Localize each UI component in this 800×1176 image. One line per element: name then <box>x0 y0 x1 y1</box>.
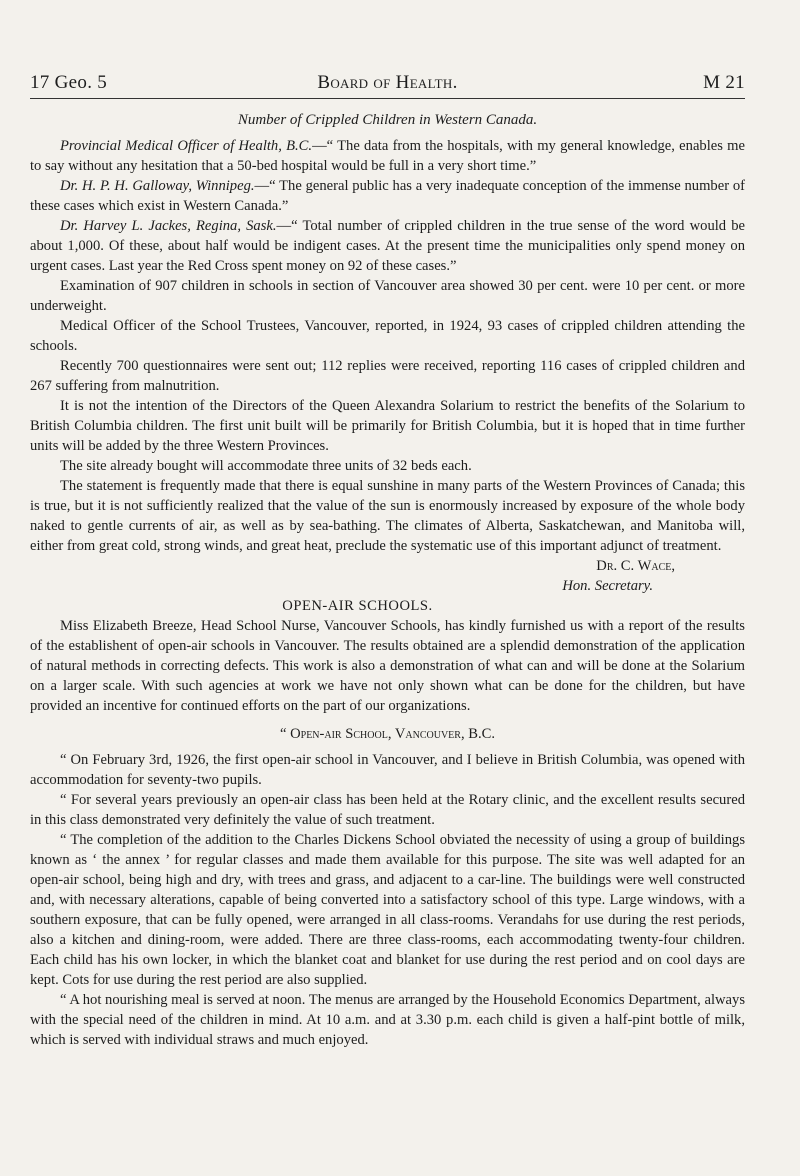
paragraph: The site already bought will accommodate three units of 32 beds each. <box>60 458 472 474</box>
testimony-paragraph <box>30 216 745 276</box>
paragraph: “ For several years previously an open-air class has been held at the Rotary clinic, and the excellent results secured in this class demonstrated very definitely the value of such treatment. <box>30 792 745 828</box>
testimony-paragraph <box>30 136 745 176</box>
paragraph: Medical Officer of the School Trustees, Vancouver, reported, in 1924, 93 cases of crippled children attending the schools. <box>30 318 745 354</box>
report-subheading: “ Open-air School, Vancouver, B.C. <box>279 726 496 742</box>
testimony-text: —“ The general public has a very inadequate conception of the immense number of these cases which exist in Western Canada.” <box>30 178 745 214</box>
paragraph: “ On February 3rd, 1926, the first open-air school in Vancouver, and I believe in British Columbia, was opened with accommodation for seventy-two pupils. <box>30 752 745 788</box>
paragraph: The statement is frequently made that there is equal sunshine in many parts of the Western Provinces of Canada; this is true, but it is not sufficiently realized that the value of the sun is enormously increased by exposure of the whole body naked to gentle currents of air, as well as by sea-bathing. The climates of Alberta, Saskatchewan, and Manitoba will, either from great cold, strong winds, and great heat, preclude the systematic use of this important adjunct of treatment. <box>30 478 745 554</box>
signature-title: Hon. Secretary. <box>562 578 653 594</box>
paragraph: Recently 700 questionnaires were sent out; 112 replies were received, reporting 116 cases of crippled children and 267 suffering from malnutrition. <box>30 358 745 394</box>
paragraph: Miss Elizabeth Breeze, Head School Nurse, Vancouver Schools, has kindly furnished us with a report of the results of the establishent of open-air schools in Vancouver. The results obtained are a splendid demonstration of the application of natural methods in correcting defects. This work is also a demonstration of what can and will be done at the Solarium on a larger scale. With such agencies at work we have not only shown what can be done for the children, but have provided an incentive for continued efforts on the part of our organizations. <box>30 618 745 714</box>
header-title: Board of Health. <box>317 72 458 93</box>
testimony-speaker: Dr. Harvey L. Jackes, Regina, Sask. <box>60 218 277 234</box>
paragraph: “ A hot nourishing meal is served at noon. The menus are arranged by the Household Economics Department, always with the special need of the children in mind. At 10 a.m. and at 3.30 p.m. each child is given a half-pint bottle of milk, which is served with individual straws and much enjoyed. <box>30 992 745 1048</box>
paragraph: “ The completion of the addition to the Charles Dickens School obviated the necessity of using a group of buildings known as ‘ the annex ’ for regular classes and made them available for this purpose. The site was well adapted for an open-air school, being high and dry, with trees and grass, and adjacent to a car-line. The buildings were well constructed and, with necessary alterations, capable of being converted into a satisfactory school of this type. Large windows, with a southern exposure, that can be fully opened, were arranged in all class-rooms. Verandahs for use during the rest periods, also a kitchen and dining-room, were added. There are three class-rooms, each accommodating twenty-four children. Each child has his own locker, in which the blanket coat and blanket for use during the rest period and on cool days are kept. Cots for use during the rest period are also supplied. <box>30 832 745 988</box>
paragraph: It is not the intention of the Directors of the Queen Alexandra Solarium to restrict the benefits of the Solarium to British Columbia children. The first unit built will be primarily for British Columbia, but it is hoped that in time further units will be added by the three Western Provinces. <box>30 398 745 454</box>
header-rule <box>30 98 745 99</box>
header-page-number: M 21 <box>703 72 745 93</box>
signature-name: Dr. C. Wace, <box>596 558 675 574</box>
testimony-paragraph <box>30 176 745 216</box>
section-title: Number of Crippled Children in Western Canada. <box>237 112 538 128</box>
testimony-speaker: Dr. H. P. H. Galloway, Winnipeg. <box>60 178 255 194</box>
open-air-schools-heading: OPEN-AIR SCHOOLS. <box>282 598 433 614</box>
testimony-text: —“ The data from the hospitals, with my general knowledge, enables me to say without any hesitation that a 50-bed hospital would be full in a very short time.” <box>30 138 745 174</box>
paragraph: Examination of 907 children in schools in section of Vancouver area showed 30 per cent. were 10 per cent. or more underweight. <box>30 278 745 314</box>
testimony-speaker: Provincial Medical Officer of Health, B.C. <box>60 138 313 154</box>
testimony-text: —“ Total number of crippled children in the true sense of the word would be about 1,000. Of these, about half would be indigent cases. At the present time the municipalities only spend money on urgent cases. Last year the Red Cross spent money on 92 of these cases.” <box>30 218 746 274</box>
header-volume: 17 Geo. 5 <box>30 72 108 93</box>
body-text <box>30 110 745 1050</box>
